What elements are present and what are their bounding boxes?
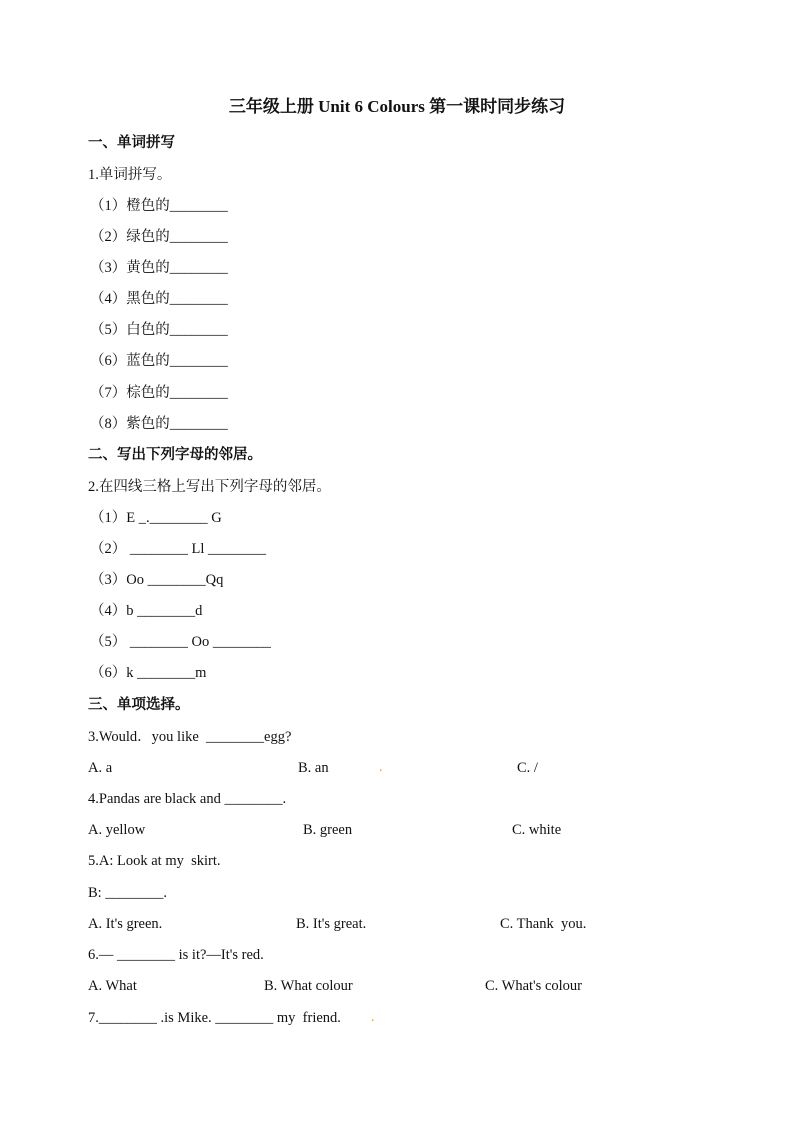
option-a: A. yellow (88, 822, 146, 838)
option-a: A. It's green. (88, 916, 163, 932)
question-2-stem: 2.在四线三格上写出下列字母的邻居。 (88, 479, 331, 495)
option-a: A. a (88, 760, 113, 776)
option-b: B. What colour (264, 978, 353, 994)
letter-item: （6）k ________m (90, 665, 207, 681)
letter-item: （5） ________ Oo ________ (90, 634, 271, 650)
spelling-item: （2）绿色的________ (90, 229, 228, 245)
option-b: B. green (303, 822, 353, 838)
question-6-stem: 6.— ________ is it?—It's red. (88, 947, 264, 963)
spelling-item: （3）黄色的________ (90, 260, 228, 276)
spelling-item: （5）白色的________ (90, 322, 228, 338)
question-4-stem: 4.Pandas are black and ________. (88, 791, 287, 807)
section-heading-spelling: 一、单词拼写 (88, 135, 175, 151)
option-c: C. white (512, 822, 562, 838)
question-3-stem: 3.Would．you like ________egg? (88, 729, 292, 745)
letter-item: （2） ________ Ll ________ (90, 541, 267, 557)
option-b: B. an (298, 760, 329, 776)
option-b: B. It's great. (296, 916, 367, 932)
question-5-stem: 5.A: Look at my skirt. (88, 853, 221, 869)
letter-item: （3）Oo ________Qq (90, 572, 224, 588)
question-1-stem: 1.单词拼写。 (88, 167, 172, 183)
option-a: A. What (88, 978, 137, 994)
spelling-item: （7）棕色的________ (90, 385, 228, 401)
stray-dot-mark: . (379, 760, 383, 775)
letter-item: （4）b ________d (90, 603, 203, 619)
spelling-item: （8）紫色的________ (90, 416, 228, 432)
option-c: C. / (517, 760, 538, 776)
option-c: C. What's colour (485, 978, 582, 994)
stray-dot-mark: . (371, 1010, 375, 1025)
question-5-response: B: ________. (88, 885, 167, 901)
spelling-item: （6）蓝色的________ (90, 353, 228, 369)
section-heading-choice: 三、单项选择。 (88, 697, 190, 713)
section-heading-letters: 二、写出下列字母的邻居。 (88, 447, 262, 463)
question-7-stem: 7.________ .is Mike. ________ my friend. (88, 1010, 341, 1026)
spelling-item: （4）黑色的________ (90, 291, 228, 307)
letter-item: （1）E _.________ G (90, 510, 222, 526)
page-title: 三年级上册 Unit 6 Colours 第一课时同步练习 (228, 97, 566, 116)
spelling-item: （1）橙色的________ (90, 198, 228, 214)
option-c: C. Thank you. (500, 916, 587, 932)
